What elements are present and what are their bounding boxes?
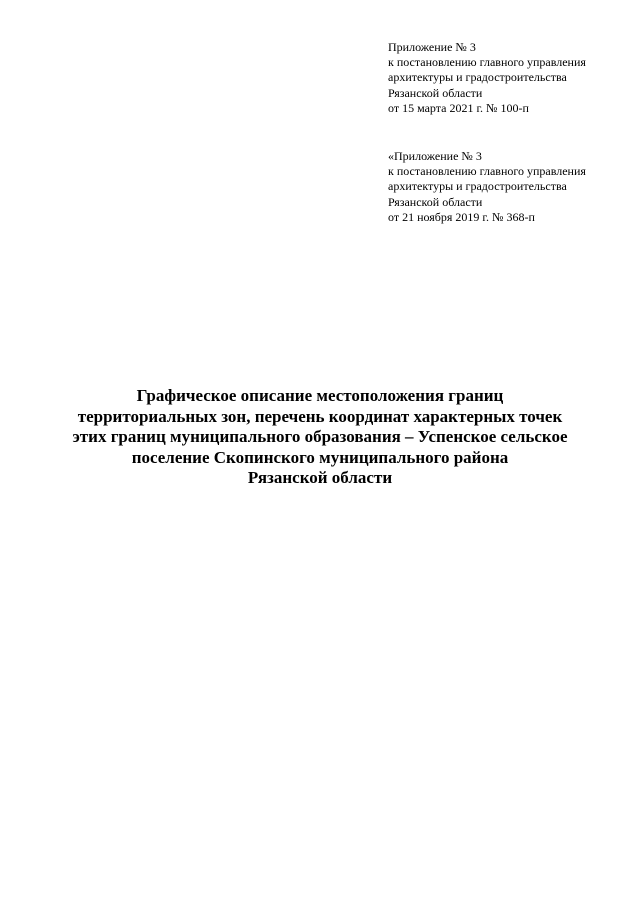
document-title [60,386,580,489]
appendix-number: «Приложение № 3 [388,149,482,163]
appendix-region-line: Рязанской области [388,85,483,100]
appendix-reference-previous [388,149,628,225]
title-line: территориальных зон, перечень координат характерных точек [77,406,563,426]
appendix-region-line: Рязанской области [388,194,483,209]
appendix-date-line: от 21 ноября 2019 г. № 368-п [388,209,535,224]
appendix-number: Приложение № 3 [388,40,476,54]
appendix-resolution-line: к постановлению главного управления [388,164,586,179]
title-line: поселение Скопинского муниципального района [131,447,509,467]
appendix-authority-line: архитектуры и градостроительства [388,70,567,85]
title-line: Рязанской области [247,468,393,487]
appendix-date-line: от 15 марта 2021 г. № 100-п [388,100,529,115]
appendix-resolution-line: к постановлению главного управления [388,55,586,70]
appendix-reference-current [388,40,628,116]
appendix-authority-line: архитектуры и градостроительства [388,179,567,194]
title-line: Графическое описание местоположения границ [136,386,504,405]
title-line: этих границ муниципального образования – Успенское сельское [72,427,568,446]
